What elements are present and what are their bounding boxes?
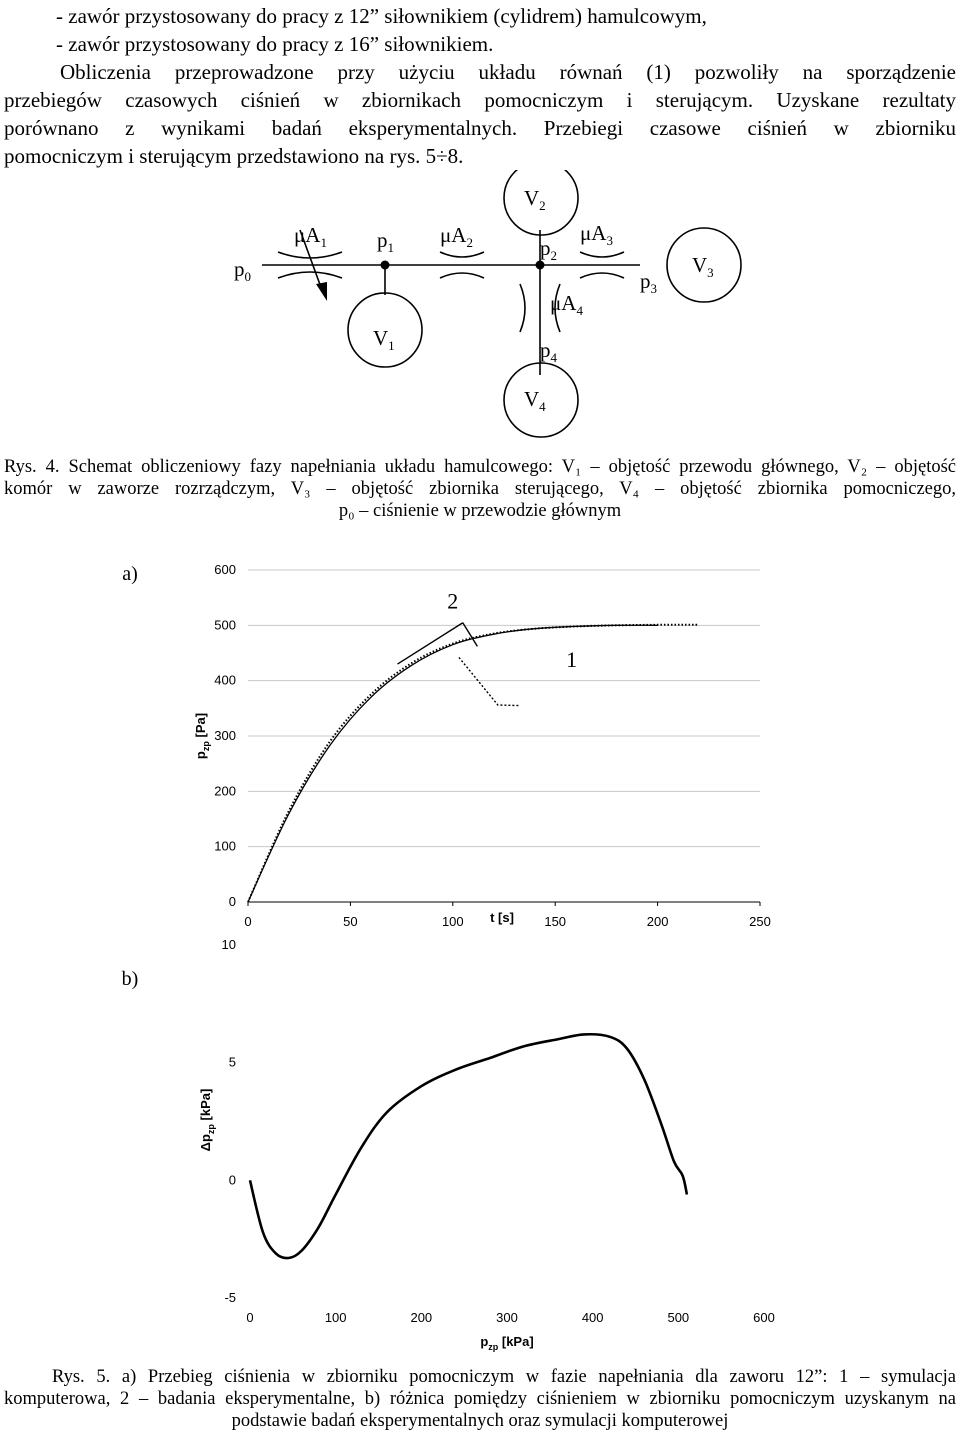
x-tick-label: 500 [667,1310,690,1325]
label-V1: $V_1$ [373,326,395,353]
x-tick-label: 0 [244,914,252,929]
series-line-0 [250,1034,687,1258]
bullet-2: - zawór przystosowany do pracy z 16” siłownikiem. [56,32,494,56]
x-axis-label: t [s] [490,910,514,925]
x-tick-label: 600 [753,1310,775,1325]
y-axis-label: $p_{zp}$ [Pa] [193,712,211,760]
y-tick-label: 500 [214,617,236,633]
y-axis-label: $\Delta p_{zp}$ [kPa] [198,1088,216,1152]
y-tick-label: 10 [221,937,236,952]
y-tick-label: 100 [214,838,236,854]
x-axis-label: $p_{zp}$ [kPa] [480,1334,534,1352]
chart-b [0,935,960,1355]
chart-a [0,540,960,940]
x-tick-label: 150 [544,914,567,929]
x-tick-label: 300 [496,1310,518,1325]
x-tick-label: 200 [410,1310,433,1325]
caption-4-line-1: Rys. 4. Schemat obliczeniowy fazy napełniania układu hamulcowego: V₁ – objętość przewodu głównego, V₂ – objętość [4,457,956,477]
y-tick-label: 0 [228,1172,236,1188]
caption-figure-5 [4,1366,956,1432]
caption-5-line-1: Rys. 5. a) Przebieg ciśnienia w zbiorniku pomocniczym w fazie napełniania dla zaworu 12”: 1 – symulacja [52,1367,956,1387]
caption-4-line-3: p₀ – ciśnienie w przewodzie głównym [338,501,622,521]
annotation-2: 2 [447,588,459,614]
y-tick-label: -5 [224,1290,236,1305]
caption-figure-4 [4,456,956,522]
paragraph-line-4: pomocniczym i sterującym przedstawiono na rys. 5÷8. [4,144,464,168]
x-tick-label: 400 [581,1310,604,1325]
label-muA4: $\mu A_4$ [550,291,583,318]
label-p0: $p_0$ [234,257,251,284]
y-tick-label: 0 [228,894,236,909]
label-muA1: $\mu A_1$ [294,223,327,250]
label-p2: $p_2$ [540,236,557,263]
caption-4-line-2: komór w zaworze rozrządczym, V₃ – objętość zbiornika sterującego, V₄ – objętość zbiornika pomocniczego, [4,479,956,499]
x-tick-label: 200 [646,914,669,929]
label-p4: $p_4$ [540,338,557,365]
paragraph-line-3: porównano z wynikami badań eksperymentalnych. Przebiegi czasowe ciśnień w zbiorniku [4,116,956,140]
x-tick-label: 250 [749,914,771,929]
bullet-1: - zawór przystosowany do pracy z 12” siłownikiem (cylidrem) hamulcowym, [56,4,707,28]
caption-5-line-3: podstawie badań eksperymentalnych oraz symulacji komputerowej [231,1411,729,1431]
label-muA3: $\mu A_3$ [580,221,613,248]
pneumatic-schematic [0,170,960,450]
x-tick-label: 100 [441,914,464,929]
x-tick-label: 50 [343,914,358,929]
label-V4: $V_4$ [524,387,546,414]
annotation-1: 1 [566,646,578,672]
x-tick-label: 100 [324,1310,347,1325]
leader-line-2 [463,623,478,647]
label-p3: $p_3$ [640,269,657,296]
x-tick-label: 0 [246,1310,254,1325]
y-tick-label: 400 [214,672,236,688]
leader-line-1 [459,657,520,705]
caption-5-line-2: komputerowa, 2 – badania eksperymentalne, b) różnica pomiędzy ciśnieniem w zbiorniku pomocniczym uzyskanym na [4,1389,956,1409]
series-line-2 [248,625,658,902]
panel-label-a: a) [122,563,138,585]
y-tick-label: 200 [214,783,236,799]
y-tick-label: 600 [214,562,236,577]
label-p1: $p_1$ [377,228,394,255]
y-tick-label: 5 [228,1054,236,1070]
label-V2: $V_2$ [524,186,546,213]
series-line-1 [248,625,699,902]
label-muA2: $\mu A_2$ [440,223,473,250]
panel-label-b: b) [121,968,139,990]
y-tick-label: 300 [214,728,236,743]
paragraph-line-1: Obliczenia przeprowadzone przy użyciu układu równań (1) pozwoliły na sporządzenie [60,60,956,84]
label-V3: $V_3$ [692,253,714,280]
paragraph-line-2: przebiegów czasowych ciśnień w zbiornikach pomocniczym i sterującym. Uzyskane rezultaty [4,88,956,112]
